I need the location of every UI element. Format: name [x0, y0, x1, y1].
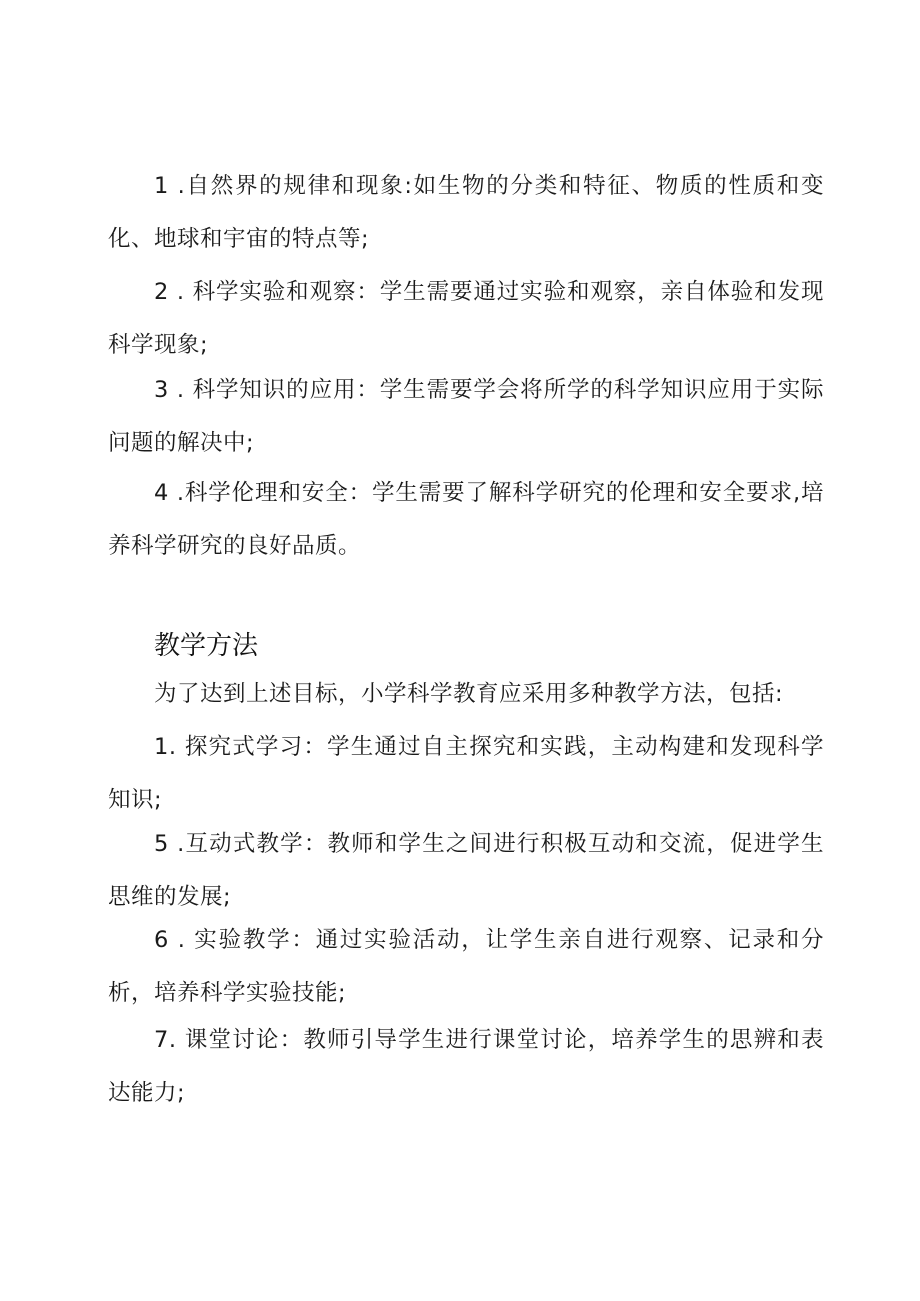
- list1-item-4: 4 .科学伦理和安全：学生需要了解科学研究的伦理和安全要求,培养科学研究的良好品质。: [108, 480, 824, 559]
- list2-item-4: 7. 课堂讨论：教师引导学生进行课堂讨论，培养学生的思辨和表达能力;: [108, 1027, 824, 1106]
- list1-item-1: 1 .自然界的规律和现象:如生物的分类和特征、物质的性质和变化、地球和宇宙的特点等;: [108, 173, 824, 252]
- list2-item-1: 1. 探究式学习：学生通过自主探究和实践，主动构建和发现科学知识;: [108, 734, 824, 813]
- list1-item-3: 3 . 科学知识的应用：学生需要学会将所学的科学知识应用于实际问题的解决中;: [108, 377, 824, 456]
- section-heading: 教学方法: [154, 631, 259, 661]
- list2-item-3: 6 . 实验教学：通过实验活动，让学生亲自进行观察、记录和分析，培养科学实验技能;: [108, 927, 824, 1006]
- list2-item-2: 5 .互动式教学：教师和学生之间进行积极互动和交流，促进学生思维的发展;: [108, 831, 824, 910]
- list1-item-2: 2 . 科学实验和观察：学生需要通过实验和观察，亲自体验和发现科学现象;: [108, 279, 824, 358]
- section-intro: 为了达到上述目标，小学科学教育应采用多种教学方法，包括:: [154, 681, 784, 707]
